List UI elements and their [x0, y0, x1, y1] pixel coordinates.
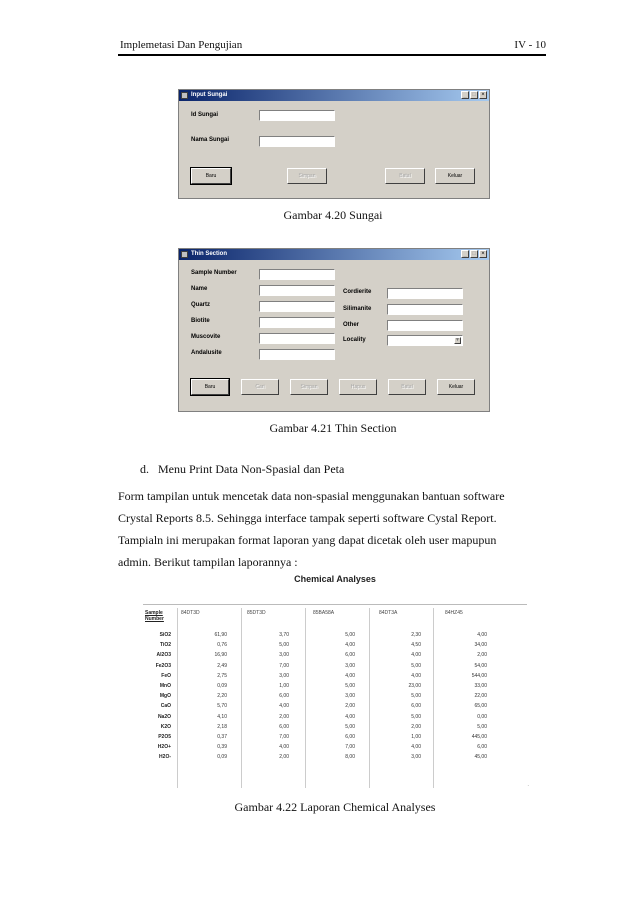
- table-cell: 5,00: [279, 642, 289, 649]
- close-icon[interactable]: ×: [479, 250, 487, 258]
- label-biotite: Biotite: [191, 318, 210, 324]
- table-cell: 2,00: [345, 703, 355, 710]
- table-cell: 3,00: [279, 672, 289, 679]
- report-header-rule: [143, 604, 527, 605]
- table-cell: 6,00: [279, 723, 289, 730]
- simpan-button[interactable]: Simpan: [290, 379, 328, 395]
- hapus-button[interactable]: Hapus: [339, 379, 377, 395]
- table-cell: 6,00: [411, 703, 421, 710]
- row-label: H2O-: [159, 754, 171, 761]
- table-cell: 7,00: [345, 744, 355, 751]
- thin-section-dialog: [178, 248, 490, 412]
- row-label: Fe2O3: [155, 662, 171, 669]
- label-sample-number: Sample Number: [191, 270, 237, 276]
- close-icon[interactable]: ×: [479, 91, 487, 99]
- paragraph-line-4: admin. Berikut tampilan laporannya :: [118, 555, 298, 569]
- page-header: [118, 38, 546, 56]
- table-cell: 4,00: [411, 672, 421, 679]
- window-app-icon: [181, 251, 188, 258]
- table-cell: 544,00: [471, 672, 487, 679]
- header-col-4: 84DT3A: [379, 610, 398, 616]
- report-body: [143, 630, 509, 762]
- table-cell: 5,00: [411, 713, 421, 720]
- header-col-3: 85BA58A: [313, 610, 335, 616]
- table-cell: 0,76: [217, 642, 227, 649]
- header-col-1: 84DT3D: [181, 610, 200, 616]
- row-label: FeO: [161, 672, 171, 679]
- window-app-icon: [181, 92, 188, 99]
- biotite-input[interactable]: [259, 317, 335, 328]
- table-cell: 3,00: [345, 662, 355, 669]
- cari-button[interactable]: Cari: [241, 379, 279, 395]
- table-row: [143, 661, 509, 671]
- table-cell: 2,00: [411, 723, 421, 730]
- table-cell: 2,00: [477, 652, 487, 659]
- table-cell: 4,00: [345, 642, 355, 649]
- table-cell: 4,00: [477, 632, 487, 639]
- report-title: Chemical Analyses: [294, 574, 376, 584]
- table-cell: 6,00: [345, 733, 355, 740]
- table-cell: 65,00: [474, 703, 487, 710]
- batal-button[interactable]: Batal: [385, 168, 425, 184]
- name-input[interactable]: [259, 285, 335, 296]
- minimize-icon[interactable]: _: [461, 91, 469, 99]
- table-cell: 16,90: [214, 652, 227, 659]
- table-cell: 6,00: [477, 744, 487, 751]
- keluar-button[interactable]: Keluar: [437, 379, 475, 395]
- table-row: [143, 701, 509, 711]
- table-row: [143, 630, 509, 640]
- table-cell: 2,30: [411, 632, 421, 639]
- label-id-sungai: Id Sungai: [191, 112, 218, 118]
- report-corner-mark: .: [527, 782, 529, 788]
- row-label: SiO2: [159, 632, 171, 639]
- maximize-icon[interactable]: □: [470, 91, 478, 99]
- thin-section-window-title: Thin Section: [191, 251, 227, 257]
- row-label: Na2O: [157, 713, 171, 720]
- table-cell: 7,00: [279, 733, 289, 740]
- header-col-5: 84HZ45: [445, 610, 463, 616]
- figure-caption-4-20: Gambar 4.20 Sungai: [283, 208, 383, 222]
- row-label: Al2O3: [156, 652, 171, 659]
- table-cell: 1,00: [411, 733, 421, 740]
- table-row: [143, 650, 509, 660]
- table-cell: 23,00: [408, 683, 421, 690]
- row-label: MgO: [159, 693, 171, 700]
- label-name: Name: [191, 286, 208, 292]
- keluar-button[interactable]: Keluar: [435, 168, 475, 184]
- table-cell: 4,00: [411, 744, 421, 751]
- chemical-analyses-report: [139, 570, 531, 790]
- table-row: [143, 742, 509, 752]
- baru-button[interactable]: Baru: [191, 379, 229, 395]
- table-cell: 61,90: [214, 632, 227, 639]
- table-cell: 34,00: [474, 642, 487, 649]
- table-cell: 5,00: [477, 723, 487, 730]
- table-cell: 0,09: [217, 754, 227, 761]
- figure-caption-4-22: Gambar 4.22 Laporan Chemical Analyses: [234, 800, 436, 814]
- header-chapter-title: Implemetasi Dan Pengujian: [120, 39, 243, 51]
- table-row: [143, 671, 509, 681]
- table-cell: 7,00: [279, 662, 289, 669]
- input-sungai-titlebar: [179, 90, 489, 101]
- table-cell: 4,10: [217, 713, 227, 720]
- id-sungai-input[interactable]: [259, 110, 335, 121]
- table-row: [143, 640, 509, 650]
- table-row: [143, 691, 509, 701]
- thin-section-titlebar: [179, 249, 489, 260]
- quartz-input[interactable]: [259, 301, 335, 312]
- row-label: K2O: [160, 723, 171, 730]
- table-cell: 22,00: [474, 693, 487, 700]
- simpan-button[interactable]: Simpan: [287, 168, 327, 184]
- other-input[interactable]: [387, 320, 463, 331]
- table-cell: 2,49: [217, 662, 227, 669]
- input-sungai-dialog: [178, 89, 490, 199]
- table-cell: 0,09: [217, 683, 227, 690]
- table-cell: 2,20: [217, 693, 227, 700]
- table-cell: 4,00: [279, 703, 289, 710]
- table-cell: 3,00: [411, 754, 421, 761]
- header-sample-number: Sample Number: [145, 610, 164, 622]
- baru-button[interactable]: Baru: [191, 168, 231, 184]
- table-cell: 33,00: [474, 683, 487, 690]
- table-row: [143, 752, 509, 762]
- table-row: [143, 681, 509, 691]
- silimanite-input[interactable]: [387, 304, 463, 315]
- row-label: TiO2: [159, 642, 171, 649]
- report-table: [143, 610, 509, 762]
- table-cell: 1,00: [279, 683, 289, 690]
- label-nama-sungai: Nama Sungai: [191, 137, 230, 143]
- label-other: Other: [343, 322, 360, 328]
- cordierite-input[interactable]: [387, 288, 463, 299]
- table-cell: 2,75: [217, 672, 227, 679]
- table-cell: 2,18: [217, 723, 227, 730]
- table-row: [143, 732, 509, 742]
- table-row: [143, 712, 509, 722]
- paragraph-line-3: Tampialn ini merupakan format laporan yang dapat dicetak oleh user mapupun: [118, 533, 497, 547]
- table-cell: 4,00: [345, 672, 355, 679]
- table-cell: 5,00: [411, 662, 421, 669]
- table-cell: 5,00: [345, 723, 355, 730]
- table-cell: 0,39: [217, 744, 227, 751]
- label-quartz: Quartz: [191, 302, 211, 308]
- label-locality: Locality: [343, 337, 366, 343]
- report-header-row: [143, 610, 509, 630]
- table-cell: 5,00: [345, 632, 355, 639]
- andalusite-input[interactable]: [259, 349, 335, 360]
- table-cell: 2,00: [279, 754, 289, 761]
- table-cell: 5,00: [345, 683, 355, 690]
- nama-sungai-input[interactable]: [259, 136, 335, 147]
- paragraph-line-1: Form tampilan untuk mencetak data non-spasial menggunakan bantuan software: [118, 489, 505, 503]
- row-label: MnO: [159, 683, 171, 690]
- paragraph-line-2: Crystal Reports 8.5. Sehingga interface tampak seperti software Cystal Report.: [118, 511, 497, 525]
- table-cell: 3,70: [279, 632, 289, 639]
- table-cell: 0,37: [217, 733, 227, 740]
- label-muscovite: Muscovite: [191, 334, 221, 340]
- section-heading: d. Menu Print Data Non-Spasial dan Peta: [140, 462, 345, 476]
- label-cordierite: Cordierite: [343, 289, 372, 295]
- header-col-2: 85DT3D: [247, 610, 266, 616]
- header-page-number: IV - 10: [514, 39, 546, 51]
- row-label: H2O+: [157, 744, 171, 751]
- batal-button[interactable]: Batal: [388, 379, 426, 395]
- label-silimanite: Silimanite: [343, 306, 372, 312]
- table-cell: 4,50: [411, 642, 421, 649]
- table-cell: 54,00: [474, 662, 487, 669]
- table-cell: 445,00: [471, 733, 487, 740]
- chevron-down-icon[interactable]: ▼: [455, 337, 460, 343]
- row-label: P2O5: [158, 733, 171, 740]
- table-cell: 4,00: [411, 652, 421, 659]
- table-cell: 6,00: [345, 652, 355, 659]
- table-cell: 3,00: [279, 652, 289, 659]
- table-cell: 45,00: [474, 754, 487, 761]
- minimize-icon[interactable]: _: [461, 250, 469, 258]
- table-cell: 5,00: [411, 693, 421, 700]
- table-cell: 4,00: [279, 744, 289, 751]
- sample-number-input[interactable]: [259, 269, 335, 280]
- table-cell: 5,70: [217, 703, 227, 710]
- table-cell: 6,00: [279, 693, 289, 700]
- table-cell: 2,00: [279, 713, 289, 720]
- row-label: CaO: [160, 703, 171, 710]
- locality-select[interactable]: [387, 335, 463, 346]
- label-andalusite: Andalusite: [191, 350, 222, 356]
- table-cell: 0,00: [477, 713, 487, 720]
- input-sungai-window-title: Input Sungai: [191, 92, 228, 98]
- maximize-icon[interactable]: □: [470, 250, 478, 258]
- muscovite-input[interactable]: [259, 333, 335, 344]
- table-row: [143, 722, 509, 732]
- table-cell: 4,00: [345, 713, 355, 720]
- table-cell: 8,00: [345, 754, 355, 761]
- figure-caption-4-21: Gambar 4.21 Thin Section: [269, 421, 397, 435]
- table-cell: 3,00: [345, 693, 355, 700]
